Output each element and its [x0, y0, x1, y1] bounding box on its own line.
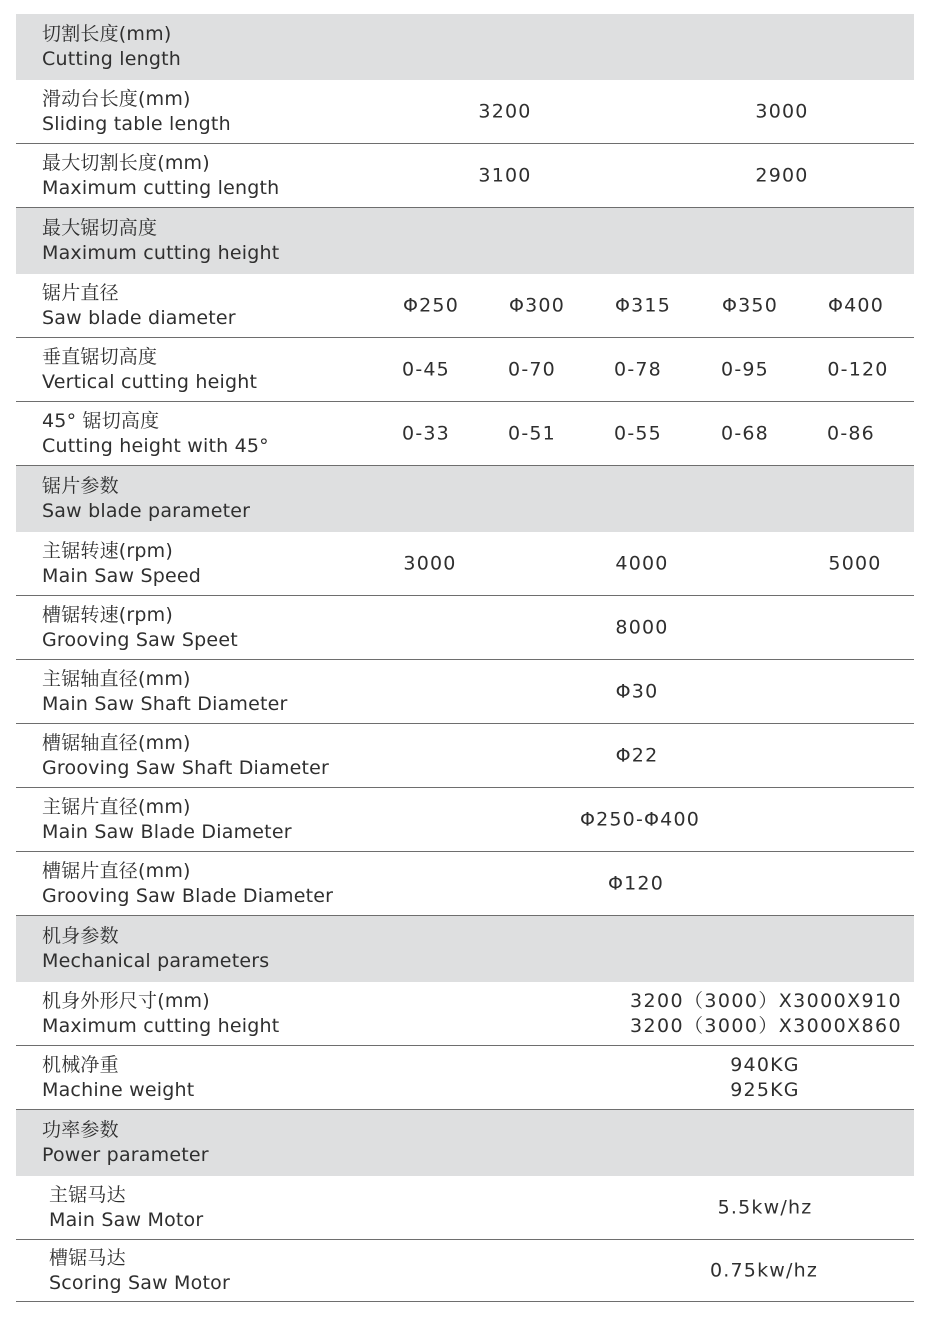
value-cell: 3200	[478, 100, 532, 122]
label-zh: 主锯转速(rpm)	[42, 539, 174, 562]
spec-table	[16, 14, 914, 1302]
spec-row-grooving-saw-speed	[16, 596, 914, 660]
value-cell: 0-78	[614, 358, 662, 380]
label-zh: 切割长度(mm)	[42, 23, 172, 45]
value-cell: 3000	[755, 100, 809, 122]
spec-row-main-saw-motor	[16, 1176, 914, 1240]
value-cell: 3000	[403, 552, 457, 574]
value-cell: 0-86	[827, 422, 875, 444]
value-cell: 0-45	[402, 358, 450, 380]
label-en: Main Saw Shaft Diameter	[42, 692, 288, 715]
label-zh: 槽锯片直径(mm)	[42, 859, 191, 882]
label-zh: 主锯片直径(mm)	[42, 795, 191, 818]
spec-row-machine-dimensions	[16, 982, 914, 1046]
value-cell: Φ350	[721, 294, 779, 316]
value-cell	[630, 989, 902, 1039]
value-line: 925KG	[730, 1078, 800, 1101]
label-zh: 槽锯轴直径(mm)	[42, 731, 191, 754]
label-zh: 主锯轴直径(mm)	[42, 667, 191, 690]
row-label	[42, 474, 250, 524]
label-zh: 滑动台长度(mm)	[42, 87, 191, 110]
row-label	[42, 1053, 194, 1103]
section-header-power-parameter	[16, 1110, 914, 1176]
row-label	[42, 409, 269, 459]
label-en: Cutting height with 45°	[42, 434, 269, 457]
label-zh: 锯片直径	[42, 281, 119, 304]
row-label	[42, 87, 231, 137]
label-zh: 最大锯切高度	[42, 217, 158, 239]
row-label	[42, 151, 279, 201]
label-zh: 槽锯马达	[49, 1246, 126, 1269]
label-en: Power parameter	[42, 1144, 209, 1166]
label-zh: 主锯马达	[49, 1183, 126, 1206]
row-label	[42, 603, 238, 653]
value-cell: 0-120	[827, 358, 889, 380]
label-zh: 机身参数	[42, 925, 119, 947]
section-header-saw-blade-parameter	[16, 466, 914, 532]
row-label	[42, 281, 236, 331]
label-en: Grooving Saw Shaft Diameter	[42, 756, 330, 779]
label-en: Main Saw Blade Diameter	[42, 820, 292, 843]
row-label	[42, 345, 257, 395]
value-cell: Φ250-Φ400	[579, 808, 701, 830]
value-cell: 3100	[478, 164, 532, 186]
spec-row-main-saw-speed	[16, 532, 914, 596]
label-zh: 槽锯转速(rpm)	[42, 603, 174, 626]
label-zh: 功率参数	[42, 1119, 119, 1141]
value-cell: 2900	[755, 164, 809, 186]
row-label	[42, 731, 329, 781]
label-en: Grooving Saw Speet	[42, 628, 238, 651]
label-en: Maximum cutting height	[42, 242, 280, 264]
spec-row-machine-weight	[16, 1046, 914, 1110]
label-en: Main Saw Motor	[49, 1208, 204, 1231]
value-cell: 5.5kw/hz	[717, 1196, 813, 1218]
row-label	[42, 989, 279, 1039]
label-en: Machine weight	[42, 1078, 195, 1101]
label-zh: 机身外形尺寸(mm)	[42, 989, 210, 1012]
value-line: 3200（3000）X3000X860	[630, 1014, 902, 1037]
label-en: Scoring Saw Motor	[49, 1271, 230, 1294]
label-en: Maximum cutting length	[42, 176, 280, 199]
label-en: Saw blade diameter	[42, 306, 236, 329]
value-cell: Φ315	[614, 294, 672, 316]
section-header-mechanical-parameters	[16, 916, 914, 982]
value-cell: Φ22	[615, 744, 659, 766]
label-zh: 机械净重	[42, 1053, 119, 1076]
row-label	[42, 667, 288, 717]
value-cell: 0-55	[614, 422, 662, 444]
label-en: Vertical cutting height	[42, 370, 258, 393]
value-cell: 0-95	[721, 358, 769, 380]
row-label	[42, 924, 269, 974]
value-cell: Φ30	[615, 680, 659, 702]
value-cell	[730, 1053, 799, 1103]
label-zh: 最大切割长度(mm)	[42, 151, 210, 174]
value-cell: Φ400	[827, 294, 885, 316]
section-header-maximum-cutting-height	[16, 208, 914, 274]
spec-row-saw-blade-diameter	[16, 274, 914, 338]
spec-row-vertical-cutting-height	[16, 338, 914, 402]
label-zh: 垂直锯切高度	[42, 345, 158, 368]
value-cell: 4000	[615, 552, 669, 574]
value-cell: 0-70	[508, 358, 556, 380]
row-label	[42, 795, 292, 845]
label-zh: 锯片参数	[42, 475, 119, 497]
row-label	[42, 1118, 209, 1168]
value-cell: 8000	[615, 616, 669, 638]
value-cell: 0-68	[721, 422, 769, 444]
spec-row-sliding-table-length	[16, 80, 914, 144]
row-label	[42, 22, 181, 72]
row-label	[42, 859, 333, 909]
row-label	[49, 1246, 230, 1296]
value-cell: 5000	[828, 552, 882, 574]
section-header-cutting-length	[16, 14, 914, 80]
value-line: 3200（3000）X3000X910	[630, 989, 902, 1012]
value-cell: 0-51	[508, 422, 556, 444]
spec-row-grooving-saw-shaft-diameter	[16, 724, 914, 788]
row-label	[49, 1183, 203, 1233]
spec-row-grooving-saw-blade-diameter	[16, 852, 914, 916]
spec-row-main-saw-blade-diameter	[16, 788, 914, 852]
value-cell: Φ300	[508, 294, 566, 316]
spec-row-maximum-cutting-length	[16, 144, 914, 208]
label-en: Main Saw Speed	[42, 564, 202, 587]
label-en: Maximum cutting height	[42, 1014, 280, 1037]
value-cell: 0.75kw/hz	[709, 1259, 819, 1281]
label-en: Saw blade parameter	[42, 500, 251, 522]
row-label	[42, 216, 279, 266]
value-cell: Φ250	[402, 294, 460, 316]
label-en: Sliding table length	[42, 112, 231, 135]
label-en: Grooving Saw Blade Diameter	[42, 884, 334, 907]
spec-row-scoring-saw-motor	[16, 1240, 914, 1302]
label-en: Mechanical parameters	[42, 950, 270, 972]
label-en: Cutting length	[42, 48, 181, 70]
value-cell: Φ120	[607, 872, 665, 894]
row-label	[42, 539, 201, 589]
label-zh: 45° 锯切高度	[42, 409, 160, 432]
spec-row-cutting-height-45	[16, 402, 914, 466]
spec-row-main-saw-shaft-diameter	[16, 660, 914, 724]
value-cell: 0-33	[402, 422, 450, 444]
value-line: 940KG	[730, 1053, 800, 1076]
